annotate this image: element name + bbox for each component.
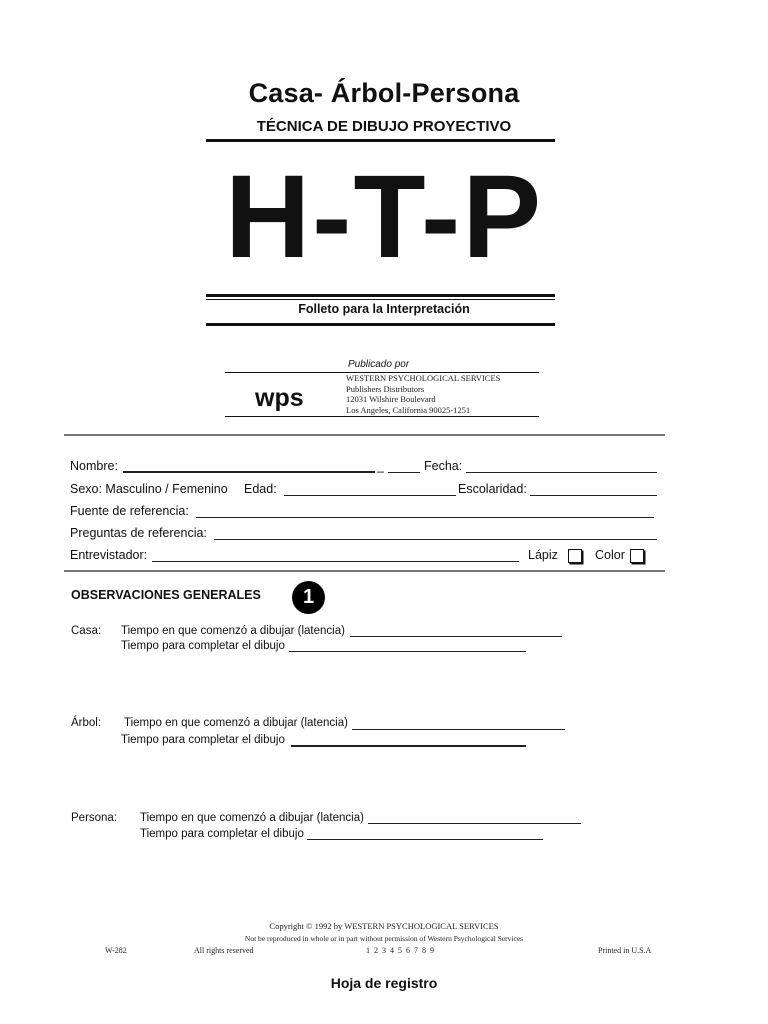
persona-label: Persona:	[71, 812, 118, 824]
field-escolaridad-label: Escolaridad:	[458, 482, 527, 496]
form-subtitle: TÉCNICA DE DIBUJO PROYECTIVO	[256, 118, 512, 135]
field-nombre-label: Nombre:	[70, 459, 118, 473]
htp-title: H-T-P	[224, 151, 544, 283]
arbol-latencia-label: Tiempo en que comenzó a dibujar (latencia)	[124, 717, 348, 729]
observaciones-title: OBSERVACIONES GENERALES	[71, 588, 261, 602]
field-sexo-label: Sexo: Masculino / Femenino	[70, 482, 228, 496]
arbol-latencia-line[interactable]	[352, 729, 565, 730]
persona-latencia-label: Tiempo en que comenzó a dibujar (latencia)	[140, 812, 364, 824]
casa-label: Casa:	[71, 625, 102, 637]
booklet-title: Folleto para la Interpretación	[298, 302, 470, 316]
page-caption: Hoja de registro	[330, 975, 438, 991]
publisher-line: Publishers Distributors	[346, 383, 425, 394]
persona-completar-line[interactable]	[307, 839, 543, 840]
reproduction-notice: Not be reproduced in whole or in part without permission of Western Psychological Services	[244, 934, 524, 943]
field-nombre-line-2[interactable]	[388, 472, 420, 473]
arbol-label: Árbol:	[71, 717, 102, 729]
casa-completar-label: Tiempo para completar el dibujo	[121, 640, 285, 652]
published-by-label: Publicado por	[348, 359, 410, 370]
header-rule-double-1	[206, 294, 555, 297]
copyright-line: Copyright © 1992 by WESTERN PSYCHOLOGICAL SERVICES	[269, 921, 499, 931]
header-rule-bottom	[206, 323, 555, 326]
form-title: Casa- Árbol-Persona	[248, 78, 520, 108]
color-checkbox[interactable]	[630, 549, 644, 563]
field-escolaridad-line[interactable]	[530, 495, 657, 496]
field-fuente-line[interactable]	[196, 517, 654, 518]
publisher-line: 12031 Wilshire Boulevard	[346, 394, 436, 404]
lapiz-label: Lápiz	[528, 548, 558, 562]
section-divider-bottom	[64, 570, 665, 572]
section-number-badge: 1	[292, 581, 325, 614]
field-edad-label: Edad:	[244, 482, 277, 496]
arbol-completar-line[interactable]	[291, 745, 526, 747]
field-nombre-line[interactable]	[123, 471, 375, 473]
color-label: Color	[595, 548, 625, 562]
publisher-address	[346, 373, 500, 415]
lapiz-checkbox[interactable]	[568, 549, 582, 563]
field-nombre-underscore: _	[377, 459, 384, 473]
casa-latencia-line[interactable]	[350, 636, 562, 637]
field-preguntas-label: Preguntas de referencia:	[70, 526, 207, 540]
persona-completar-label: Tiempo para completar el dibujo	[140, 828, 304, 840]
field-entrevistador-label: Entrevistador:	[70, 548, 148, 562]
field-preguntas-line[interactable]	[214, 539, 657, 540]
rights-reserved: All rights reserved	[194, 946, 254, 955]
field-entrevistador-line[interactable]	[152, 561, 519, 562]
section-divider-top	[64, 434, 665, 436]
casa-latencia-label: Tiempo en que comenzó a dibujar (latencia)	[121, 625, 345, 637]
publisher-line: Los Angeles, California 90025-1251	[346, 404, 471, 415]
field-fecha-line[interactable]	[466, 472, 657, 473]
arbol-completar-label: Tiempo para completar el dibujo	[121, 734, 285, 746]
publisher-rule-bottom	[225, 416, 539, 417]
field-edad-line[interactable]	[284, 495, 456, 496]
field-fuente-label: Fuente de referencia:	[70, 504, 189, 518]
print-run: 1 2 3 4 5 6 7 8 9	[366, 946, 435, 955]
persona-latencia-line[interactable]	[368, 823, 581, 824]
publisher-line: WESTERN PSYCHOLOGICAL SERVICES	[346, 373, 501, 383]
field-fecha-label: Fecha:	[424, 459, 463, 473]
printed-in: Printed in U.S.A	[598, 946, 652, 955]
wps-logo: wps	[255, 384, 304, 412]
form-code: W-282	[105, 946, 127, 955]
header-rule-double-2	[206, 299, 555, 300]
casa-completar-line[interactable]	[289, 651, 526, 652]
